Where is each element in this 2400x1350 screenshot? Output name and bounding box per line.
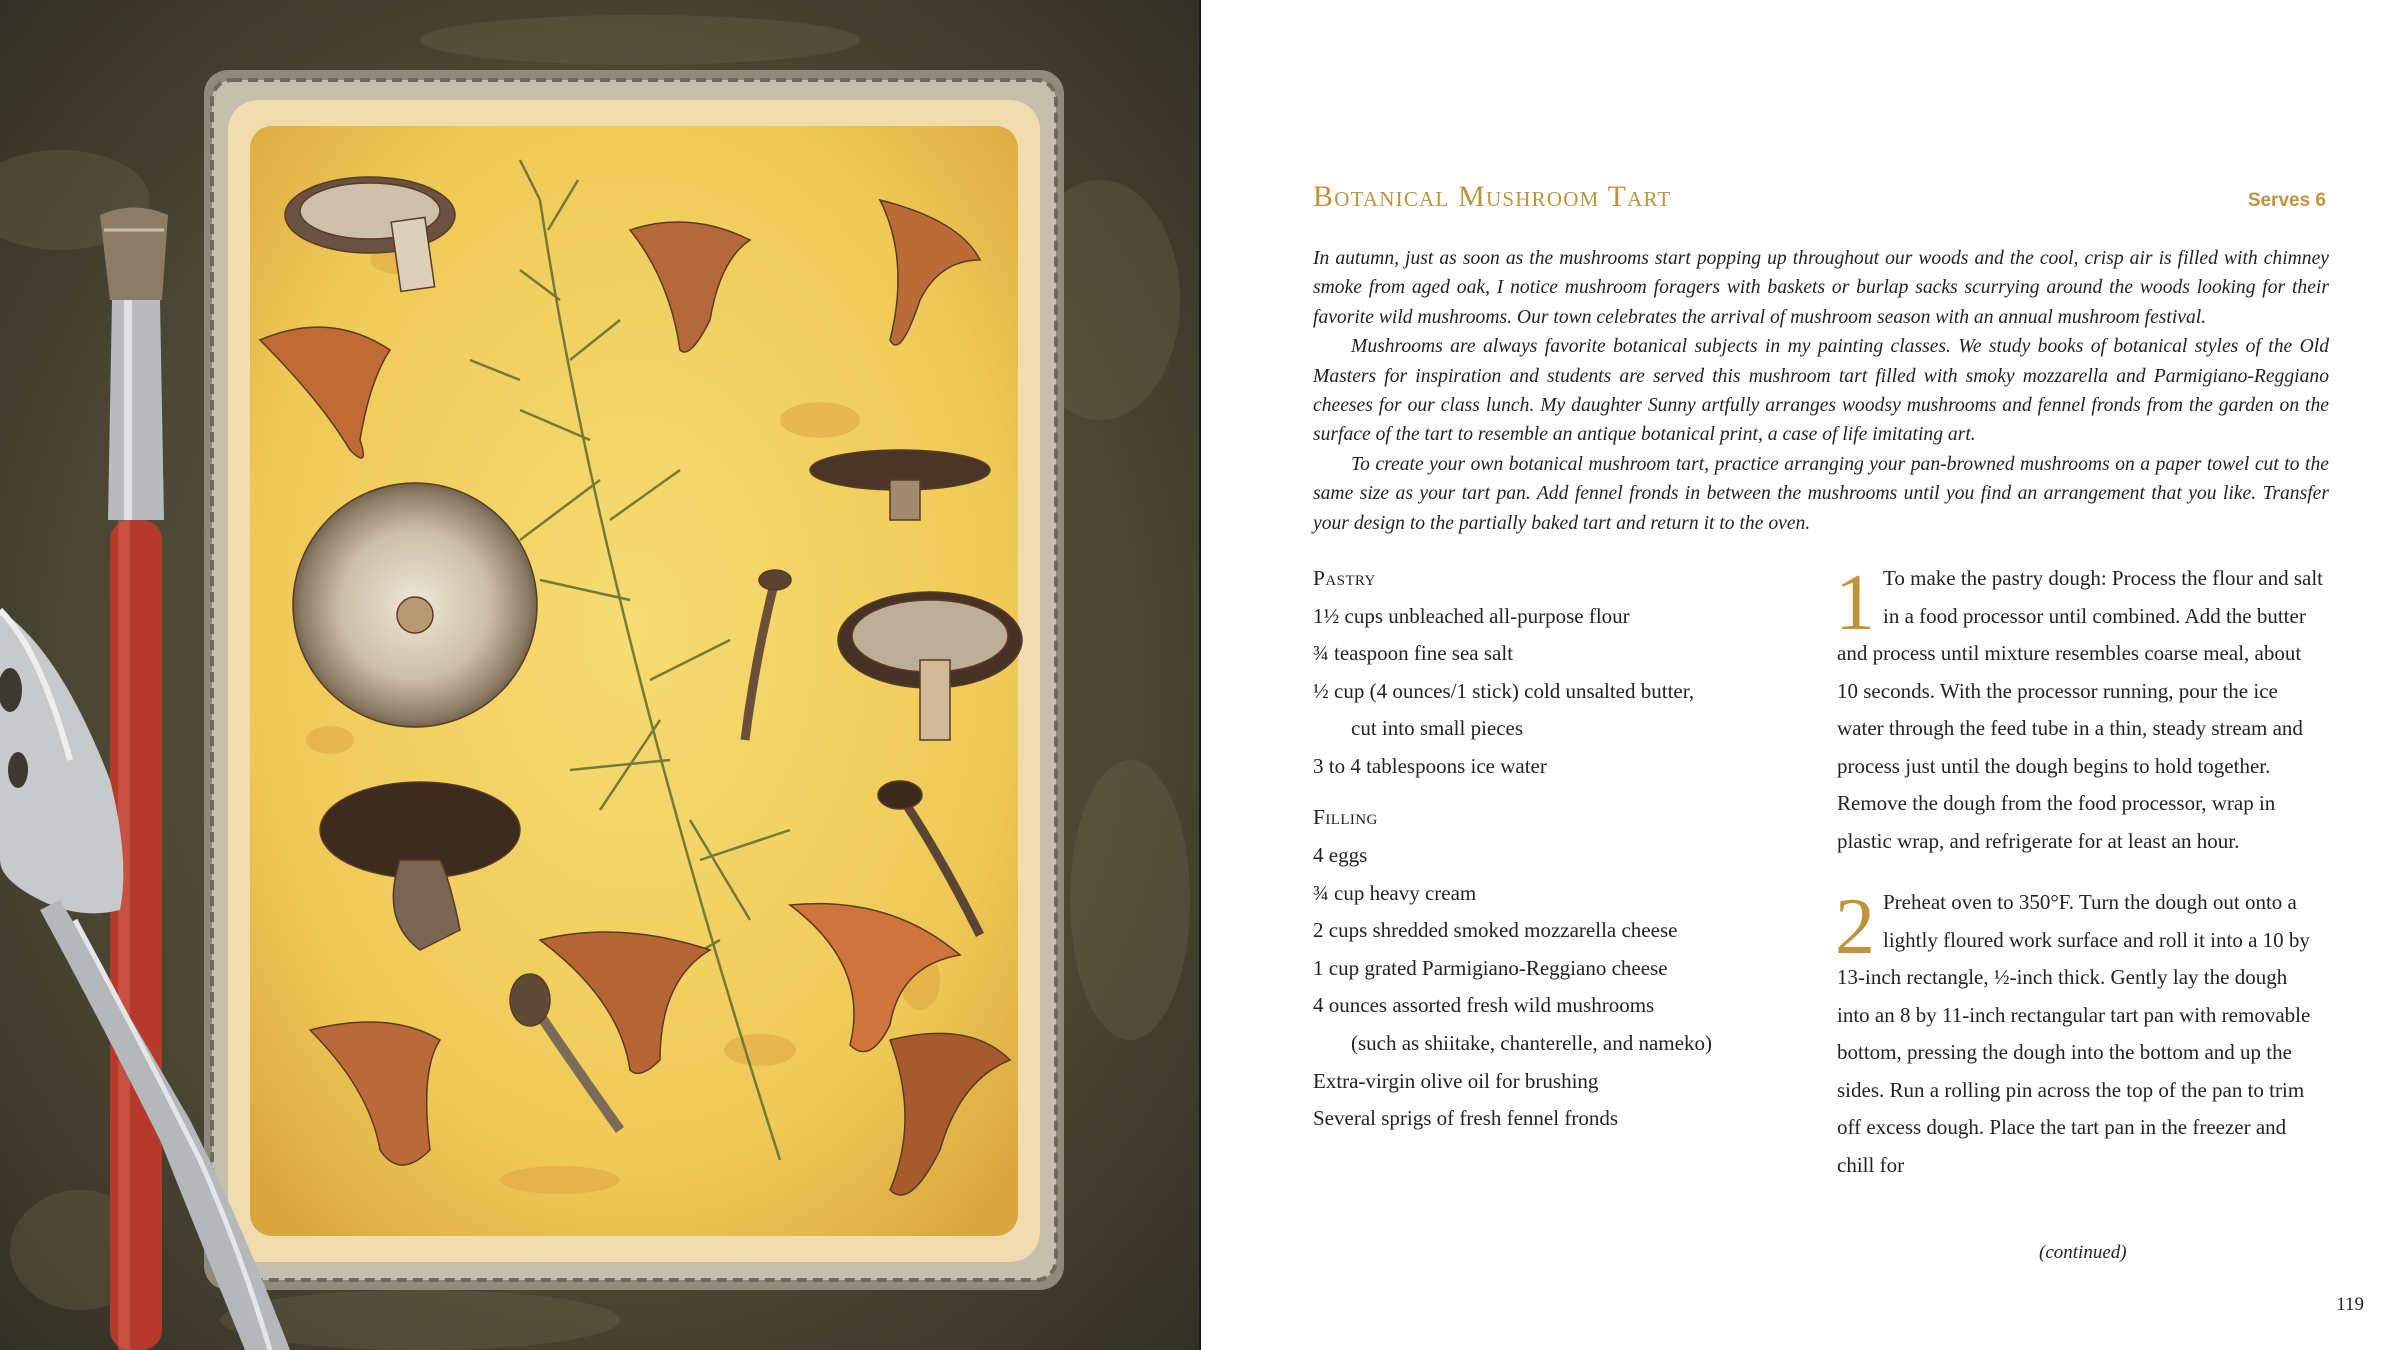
ingredient-item: ½ cup (4 ounces/1 stick) cold unsalted butter,: [1313, 678, 1695, 703]
step-text: Preheat oven to 350°F. Turn the dough out onto a lightly floured work surface and roll it into a 10 by 13-inch rectangle, ½-inch thick. Gently lay the dough into an 8 by 11-inch rectangular tart pan with removable bottom, pressing the dough into the bottom and up the sides. Run a rolling pin across the top of the pan to trim off excess dough. Place the tart pan in the freezer and chill for: [1837, 890, 2311, 1177]
ingredient-item: Several sprigs of fresh fennel fronds: [1313, 1106, 1618, 1131]
step-number: 1: [1835, 559, 1875, 647]
ingredient-item: cut into small pieces: [1351, 716, 1524, 741]
filling-heading: Filling: [1313, 805, 1378, 830]
step-1: [1837, 560, 2325, 860]
ingredient-item: Extra-virgin olive oil for brushing: [1313, 1068, 1599, 1093]
ingredient-item: 4 ounces assorted fresh wild mushrooms: [1313, 993, 1655, 1018]
ingredient-item: 1½ cups unbleached all-purpose flour: [1313, 603, 1630, 628]
tart-photo: [0, 0, 1199, 1350]
page-number: 119: [2336, 1294, 2364, 1315]
intro-paragraph: Mushrooms are always favorite botanical subjects in my painting classes. We study books of botanical styles of the Old Masters for inspiration and students are served this mushroom tart filled with smoky mozzarella and Parmigiano-Reggiano cheeses for our class lunch. My daughter Sunny artfully arranges woodsy mushrooms and fennel fronds from the garden on the surface of the tart to resemble an antique botanical print, a case of life imitating art.: [1313, 336, 2329, 446]
step-number: 2: [1835, 883, 1875, 971]
ingredient-item: 1 cup grated Parmigiano-Reggiano cheese: [1313, 955, 1668, 980]
ingredients-list: [1313, 560, 1793, 1138]
ingredient-item: (such as shiitake, chanterelle, and nameko): [1351, 1030, 1712, 1055]
step-text: To make the pastry dough: Process the flour and salt in a food processor until combined. Add the butter and process until mixture resembles coarse meal, about 10 seconds. With the processor running, pour the ice water through the feed tube in a thin, steady stream and process just until the dough begins to hold together. Remove the dough from the food processor, wrap in plastic wrap, and refrigerate for at least an hour.: [1837, 566, 2324, 853]
serves-count: Serves 6: [2247, 190, 2326, 211]
ingredient-item: ¾ teaspoon fine sea salt: [1313, 641, 1514, 666]
recipe-page: [1201, 0, 2400, 1350]
ingredient-item: 3 to 4 tablespoons ice water: [1313, 753, 1547, 778]
intro-paragraph: To create your own botanical mushroom tart, practice arranging your pan-browned mushrooms on a paper towel cut to the same size as your tart pan. Add fennel fronds in between the mushrooms until you find an arrangement that you like. Transfer your design to the partially baked tart and return it to the oven.: [1313, 453, 2329, 534]
step-2: [1837, 884, 2325, 1184]
recipe-intro: [1313, 244, 2329, 538]
ingredient-item: 2 cups shredded smoked mozzarella cheese: [1313, 918, 1678, 943]
pastry-heading: Pastry: [1313, 566, 1376, 590]
ingredient-item: 4 eggs: [1313, 842, 1368, 867]
recipe-steps: [1837, 560, 2325, 1184]
continued-note: (continued): [2039, 1242, 2127, 1263]
ingredient-item: ¾ cup heavy cream: [1313, 880, 1477, 905]
recipe-title: Botanical Mushroom Tart: [1313, 180, 1672, 213]
intro-paragraph: In autumn, just as soon as the mushrooms start popping up throughout our woods and the cool, crisp air is filled with chimney smoke from aged oak, I notice mushroom foragers with baskets or burlap sacks scurrying around the woods looking for their favorite wild mushrooms. Our town celebrates the arrival of mushroom season with an annual mushroom festival.: [1313, 248, 2329, 328]
